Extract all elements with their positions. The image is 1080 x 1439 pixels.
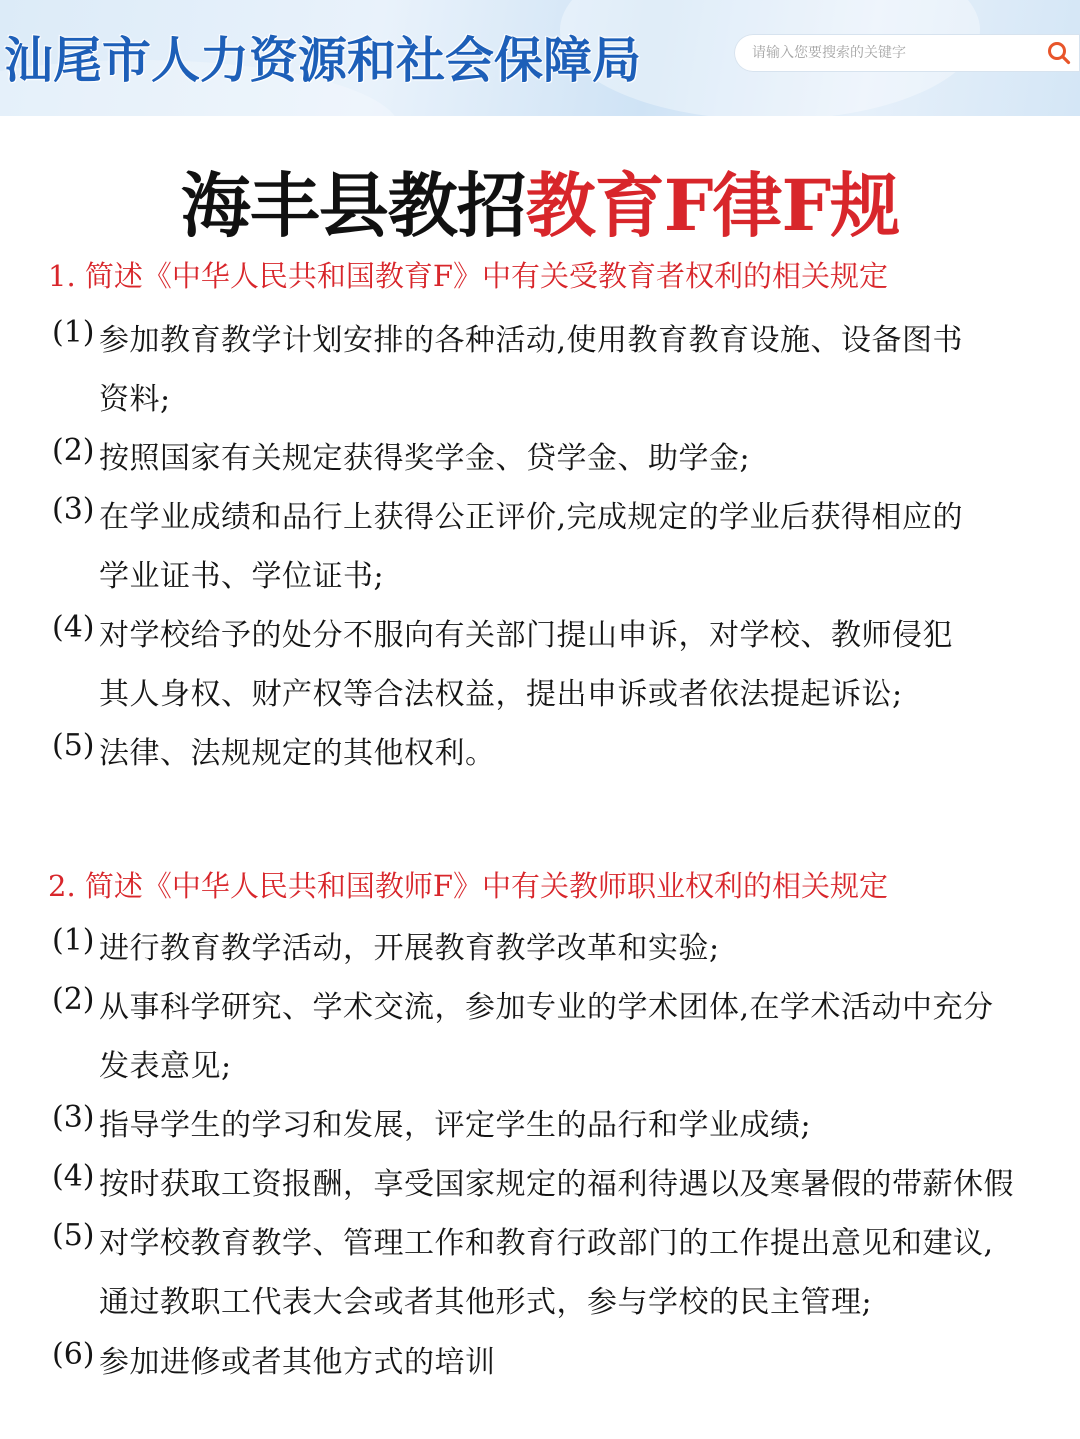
title-red-part: 教育F律F规 — [525, 164, 900, 247]
item-text: 通过教职工代表大会或者其他形式，参与学校的民主管理; — [99, 1285, 873, 1320]
site-title[interactable]: 汕尾市人力资源和社会保障局 — [4, 31, 642, 89]
item-text: 指导学生的学习和发展，评定学生的品行和学业成绩; — [99, 1108, 812, 1143]
item-text: 对学校教育教学、管理工作和教育行政部门的工作提出意见和建议, — [99, 1226, 994, 1261]
item-text: 参加教育教学计划安排的各种活动,使用教育教育设施、设备图书 — [99, 323, 964, 358]
section-heading: 2. 简述《中华人民共和国教师F》中有关教师职业权利的相关规定 — [48, 869, 889, 903]
item-text: 进行教育教学活动，开展教育教学改革和实验; — [99, 931, 720, 966]
search-box — [734, 34, 1080, 72]
item-text: 参加进修或者其他方式的培训 — [99, 1345, 496, 1380]
title-black-part: 海丰县教招 — [180, 164, 526, 247]
item-number: (5) — [52, 728, 95, 763]
search-input[interactable] — [752, 34, 1022, 72]
item-number: (6) — [52, 1337, 95, 1372]
item-number: (3) — [52, 1100, 95, 1135]
item-number: (2) — [52, 433, 95, 468]
item-text: 从事科学研究、学术交流，参加专业的学术团体,在学术活动中充分 — [99, 990, 994, 1025]
item-text: 发表意见; — [99, 1049, 232, 1084]
item-text: 法律、法规规定的其他权利。 — [99, 736, 496, 771]
item-text: 其人身权、财产权等合法权益，提出申诉或者依法提起诉讼; — [99, 677, 903, 712]
section-heading: 1. 简述《中华人民共和国教育F》中有关受教育者权利的相关规定 — [48, 259, 889, 293]
item-number: (1) — [52, 923, 95, 958]
item-number: (5) — [52, 1218, 95, 1253]
item-number: (4) — [52, 610, 95, 645]
item-text: 按照国家有关规定获得奖学金、贷学金、助学金; — [99, 441, 751, 476]
item-number: (1) — [52, 315, 95, 350]
item-text: 在学业成绩和品行上获得公正评价,完成规定的学业后获得相应的 — [99, 500, 964, 535]
item-text: 按时获取工资报酬，享受国家规定的福利待遇以及寒暑假的带薪休假 — [99, 1167, 1014, 1202]
document-title — [0, 150, 1080, 251]
search-icon[interactable] — [1046, 40, 1072, 66]
site-header — [0, 0, 1080, 116]
item-number: (3) — [52, 492, 95, 527]
item-text: 学业证书、学位证书; — [99, 559, 385, 594]
item-number: (2) — [52, 982, 95, 1017]
item-text: 对学校给予的处分不服向有关部门提山申诉，对学校、教师侵犯 — [99, 618, 953, 653]
item-text: 资料; — [99, 382, 171, 417]
item-number: (4) — [52, 1159, 95, 1194]
